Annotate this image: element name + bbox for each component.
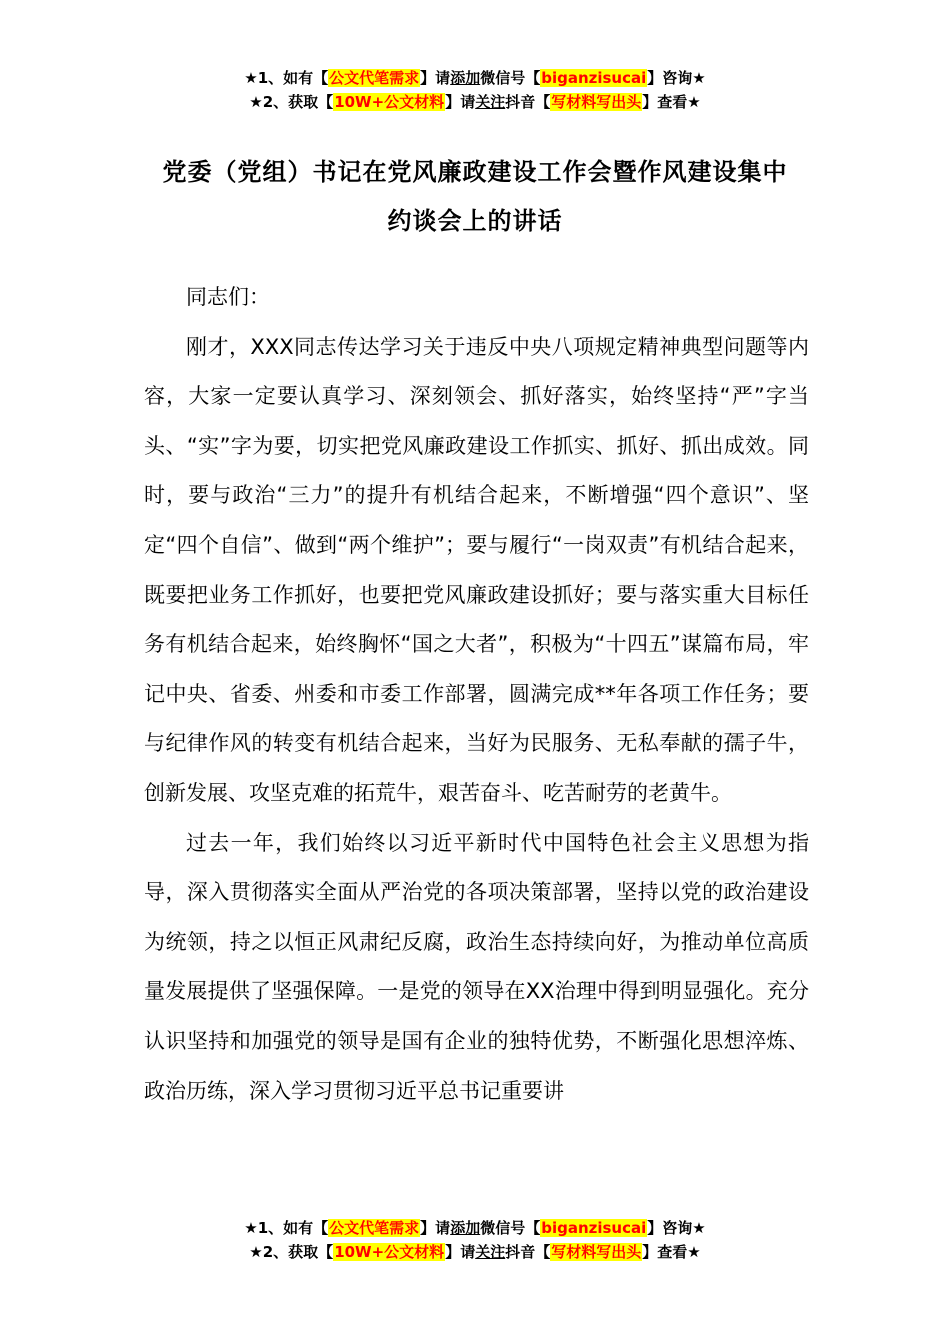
highlight-materials: 10W+公文材料 — [334, 93, 445, 111]
highlight-service: 公文代笔需求 — [329, 69, 420, 87]
highlight-materials: 10W+公文材料 — [334, 1243, 445, 1261]
banner-line-1: ★1、如有【公文代笔需求】请添加微信号【biganzisucai】咨询★ — [244, 1219, 706, 1237]
footer-banner — [0, 1216, 950, 1264]
highlight-wechat-id: biganzisucai — [541, 1219, 647, 1237]
document-body — [144, 273, 809, 1116]
title-line-1: 党委（党组）书记在党风廉政建设工作会暨作风建设集中 — [162, 158, 788, 186]
highlight-douyin-account: 写材料写出头 — [551, 1243, 642, 1261]
highlight-service: 公文代笔需求 — [329, 1219, 420, 1237]
paragraph-2: 过去一年，我们始终以习近平新时代中国特色社会主义思想为指导，深入贯彻落实全面从严治党的各项决策部署，坚持以党的政治建设为统领，持之以恒正风肃纪反腐，政治生态持续向好，为推动单位高质量发展提供了坚强保障。一是党的领导在XX治理中得到明显强化。充分认识坚持和加强党的领导是国有企业的独特优势，不断强化思想淬炼、政治历练，深入学习贯彻习近平总书记重要讲 — [144, 830, 809, 1103]
title-line-2: 约谈会上的讲话 — [387, 207, 563, 235]
highlight-wechat-id: biganzisucai — [541, 69, 647, 87]
paragraph-1: 刚才，XXX同志传达学习关于违反中央八项规定精神典型问题等内容，大家一定要认真学习、深刻领会、抓好落实，始终坚持“严”字当头、“实”字为要，切实把党风廉政建设工作抓实、抓好、抓出成效。同时，要与政治“三力”的提升有机结合起来，不断增强“四个意识”、坚定“四个自信”、做到“两个维护”；要与履行“一岗双责”有机结合起来，既要把业务工作抓好，也要把党风廉政建设抓好；要与落实重大目标任务有机结合起来，始终胸怀“国之大者”，积极为“十四五”谋篇布局，牢记中央、省委、州委和市委工作部署，圆满完成**年各项工作任务；要与纪律作风的转变有机结合起来，当好为民服务、无私奉献的孺子牛，创新发展、攻坚克难的拓荒牛，艰苦奋斗、吃苦耐劳的老黄牛。 — [144, 334, 809, 805]
banner-line-1: ★1、如有【公文代笔需求】请添加微信号【biganzisucai】咨询★ — [244, 69, 706, 87]
highlight-douyin-account: 写材料写出头 — [551, 93, 642, 111]
greeting: 同志们： — [186, 285, 270, 309]
header-banner — [0, 66, 950, 114]
document-title — [0, 148, 950, 246]
banner-line-2: ★2、获取【10W+公文材料】请关注抖音【写材料写出头】查看★ — [249, 93, 701, 111]
banner-line-2: ★2、获取【10W+公文材料】请关注抖音【写材料写出头】查看★ — [249, 1243, 701, 1261]
